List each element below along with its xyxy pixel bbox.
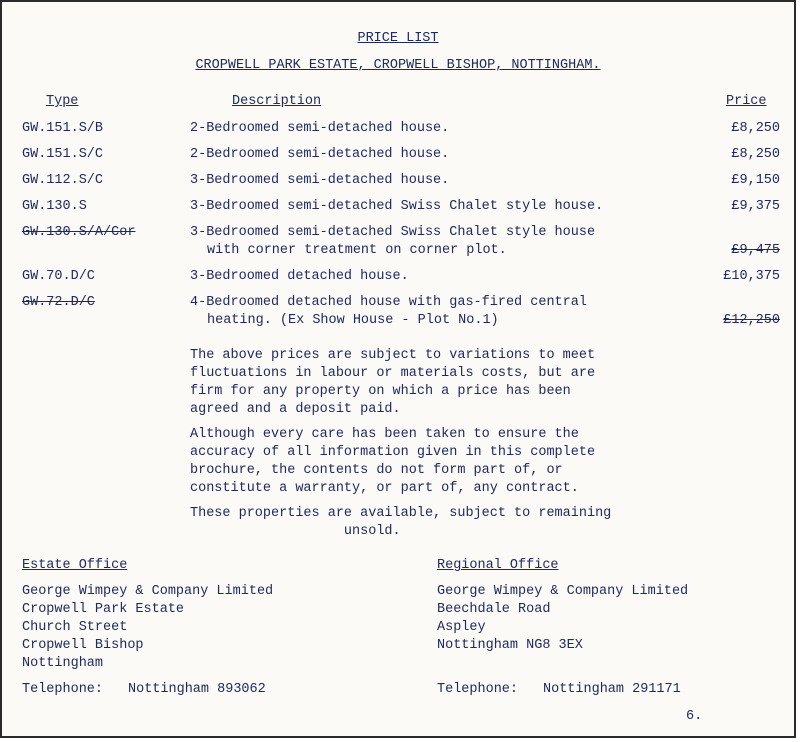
row-description: 2-Bedroomed semi-detached house. bbox=[190, 121, 450, 136]
description-column-header: Description bbox=[232, 94, 322, 109]
row-price: £8,250 bbox=[731, 147, 780, 162]
regional-office-line: Nottingham NG8 3EX bbox=[437, 638, 583, 653]
row-price: £9,375 bbox=[731, 199, 780, 214]
estate-office-line: George Wimpey & Company Limited bbox=[22, 584, 274, 599]
regional-office-line: George Wimpey & Company Limited bbox=[437, 584, 689, 599]
row-type-struck: GW.72.D/C bbox=[22, 295, 95, 310]
row-description: 4-Bedroomed detached house with gas-fired central bbox=[190, 295, 587, 310]
row-description: 3-Bedroomed semi-detached Swiss Chalet style house bbox=[190, 225, 596, 240]
estate-office-line: Cropwell Park Estate bbox=[22, 602, 185, 617]
estate-office-heading: Estate Office bbox=[22, 558, 128, 573]
row-type: GW.151.S/B bbox=[22, 121, 104, 136]
estate-office-line: Cropwell Bishop bbox=[22, 638, 144, 653]
row-description-continued: with corner treatment on corner plot. bbox=[207, 243, 507, 258]
row-price: £10,375 bbox=[723, 269, 780, 284]
row-type: GW.70.D/C bbox=[22, 269, 95, 284]
row-description: 3-Bedroomed semi-detached house. bbox=[190, 173, 450, 188]
row-type: GW.130.S bbox=[22, 199, 87, 214]
document-title: PRICE LIST bbox=[357, 31, 439, 46]
row-type: GW.112.S/C bbox=[22, 173, 104, 188]
row-description: 3-Bedroomed semi-detached Swiss Chalet style house. bbox=[190, 199, 604, 214]
row-price-struck: £9,475 bbox=[731, 243, 780, 258]
row-description: 3-Bedroomed detached house. bbox=[190, 269, 409, 284]
row-price: £9,150 bbox=[731, 173, 780, 188]
estate-telephone-number: Nottingham 893062 bbox=[128, 682, 266, 697]
page-number: 6. bbox=[686, 709, 703, 724]
row-price-struck: £12,250 bbox=[723, 313, 780, 328]
note-accuracy-disclaimer: Although every care has been taken to ensure the accuracy of all information given in this complete brochure, the contents do not form part of, or constitute a warranty, or part of, any contract. bbox=[190, 427, 596, 496]
regional-telephone-label: Telephone: bbox=[437, 682, 519, 697]
document-subtitle: CROPWELL PARK ESTATE, CROPWELL BISHOP, NOTTINGHAM. bbox=[195, 58, 601, 73]
row-type-struck: GW.130.S/A/Cor bbox=[22, 225, 136, 240]
row-description-continued: heating. (Ex Show House - Plot No.1) bbox=[207, 313, 499, 328]
regional-office-line: Beechdale Road bbox=[437, 602, 551, 617]
type-column-header: Type bbox=[46, 94, 79, 109]
row-price: £8,250 bbox=[731, 121, 780, 136]
regional-office-line: Aspley bbox=[437, 620, 486, 635]
estate-telephone-label: Telephone: bbox=[22, 682, 104, 697]
row-description: 2-Bedroomed semi-detached house. bbox=[190, 147, 450, 162]
price-column-header: Price bbox=[726, 94, 767, 109]
regional-telephone-number: Nottingham 291171 bbox=[543, 682, 681, 697]
estate-office-line: Nottingham bbox=[22, 656, 104, 671]
estate-office-line: Church Street bbox=[22, 620, 128, 635]
note-price-variations: The above prices are subject to variations to meet fluctuations in labour or materials costs, but are firm for any property on which a price has been agreed and a deposit paid. bbox=[190, 348, 596, 417]
regional-office-heading: Regional Office bbox=[437, 558, 559, 573]
row-type: GW.151.S/C bbox=[22, 147, 104, 162]
note-availability: These properties are available, subject to remaining unsold. bbox=[190, 506, 612, 539]
